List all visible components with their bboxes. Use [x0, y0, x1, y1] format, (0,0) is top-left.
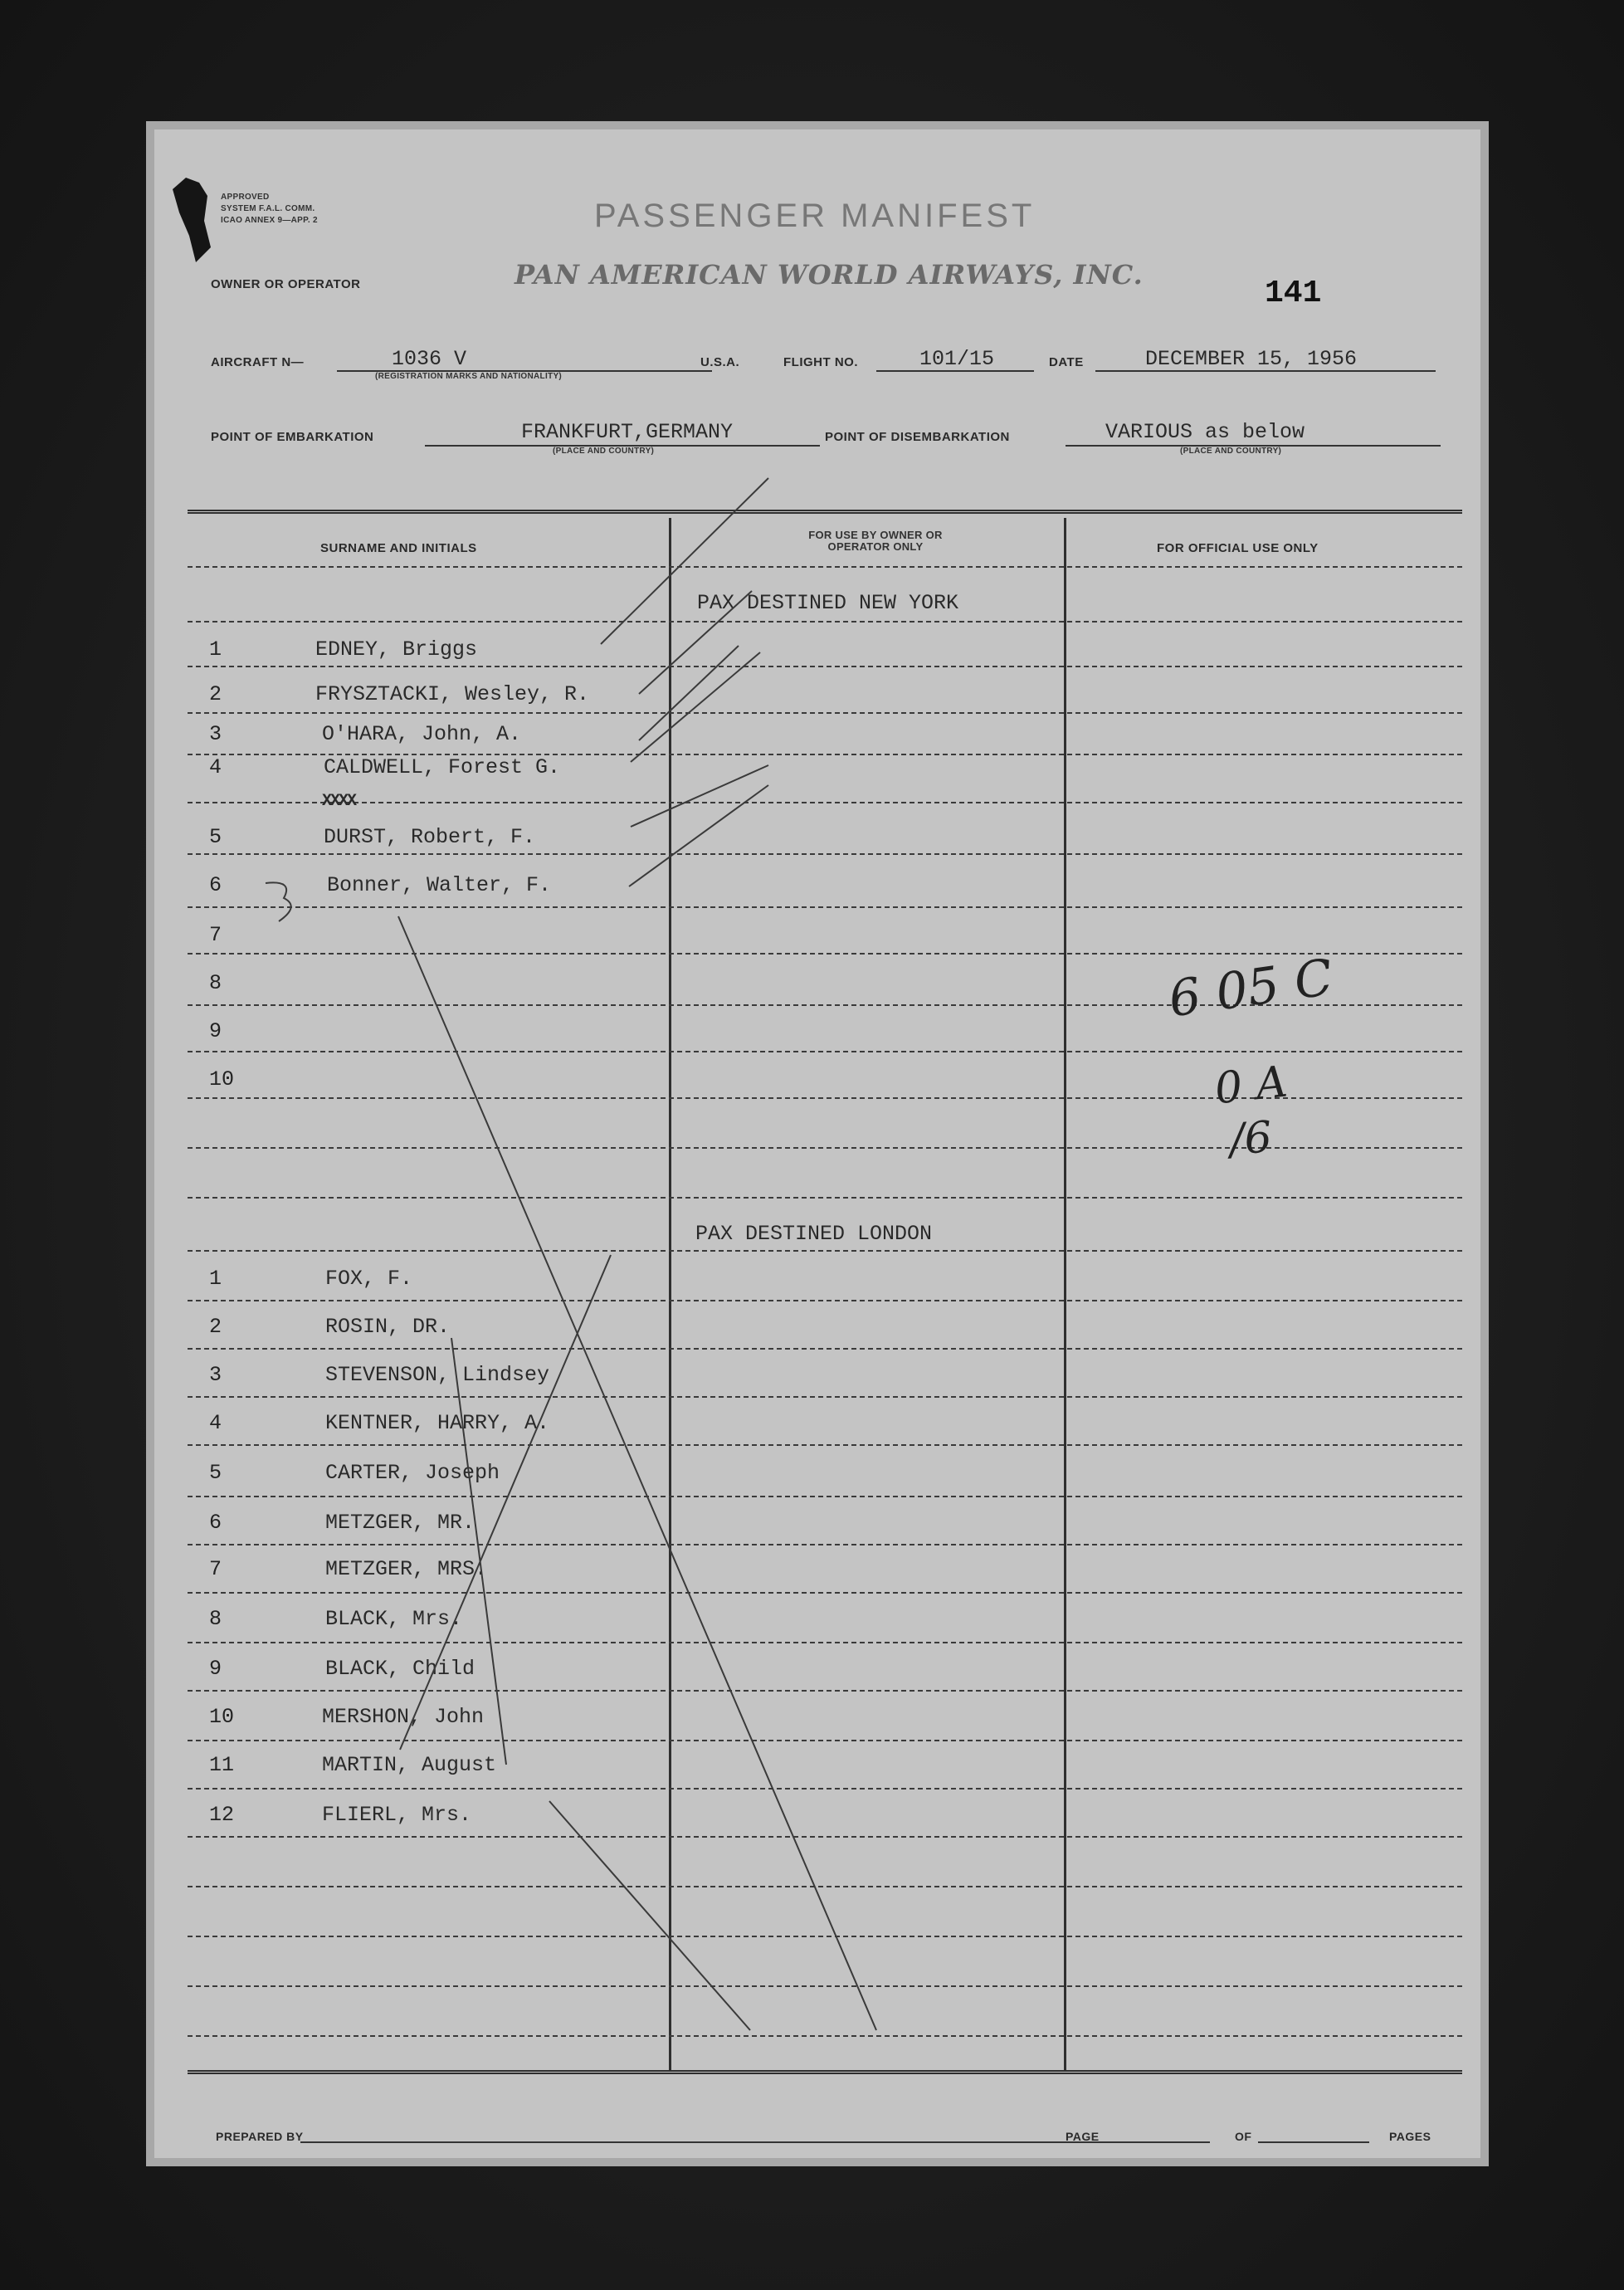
section-label-new-york: PAX DESTINED NEW YORK [697, 591, 959, 615]
col-official-use: FOR OFFICIAL USE ONLY [1157, 541, 1319, 555]
passenger-name: MARTIN, August [322, 1753, 497, 1777]
passenger-name: Bonner, Walter, F. [327, 873, 552, 897]
pencil-marks [146, 121, 1489, 2166]
row-number: 1 [209, 1267, 222, 1291]
aircraft-value: 1036 V [392, 347, 467, 371]
row-number: 5 [209, 825, 222, 849]
passenger-name: O'HARA, John, A. [322, 722, 522, 746]
row-number: 8 [209, 1607, 222, 1631]
prepared-by-label: PREPARED BY [216, 2130, 304, 2143]
passenger-name: BLACK, Mrs. [325, 1607, 463, 1631]
section-label-london: PAX DESTINED LONDON [695, 1222, 933, 1246]
row-number: 7 [209, 923, 222, 947]
passenger-name: FRYSZTACKI, Wesley, R. [315, 682, 590, 706]
handwritten-note-3: /6 [1227, 1112, 1274, 1165]
manifest-sheet [146, 121, 1489, 2166]
manifest-title: PASSENGER MANIFEST [594, 198, 1036, 234]
approval-line-2: SYSTEM F.A.L. COMM. [221, 204, 315, 213]
passenger-name: CALDWELL, Forest G. [324, 755, 561, 779]
row-number: 8 [209, 971, 222, 995]
approval-line-3: ICAO ANNEX 9—APP. 2 [221, 216, 318, 225]
passenger-name: METZGER, MR. [325, 1511, 475, 1535]
row-number: 7 [209, 1557, 222, 1581]
passenger-name: FLIERL, Mrs. [322, 1803, 472, 1827]
row-number: 3 [209, 1363, 222, 1387]
row-number: 3 [209, 722, 222, 746]
row-number: 4 [209, 755, 222, 779]
row-number: 2 [209, 682, 222, 706]
airline-name: PAN AMERICAN WORLD AIRWAYS, INC. [515, 259, 1144, 291]
passenger-name: MERSHON, John [322, 1705, 485, 1729]
row-number: 6 [209, 1511, 222, 1535]
row-number: 5 [209, 1461, 222, 1485]
flight-value: 101/15 [919, 347, 995, 371]
embark-sub: (PLACE AND COUNTRY) [553, 447, 655, 456]
of-label: OF [1235, 2130, 1252, 2143]
row-number: 9 [209, 1019, 222, 1043]
row-number: 10 [209, 1705, 235, 1729]
disembark-label: POINT OF DISEMBARKATION [825, 430, 1010, 444]
row-number: 10 [209, 1067, 235, 1091]
col-owner-use: FOR USE BY OWNER OR OPERATOR ONLY [808, 529, 943, 553]
pages-label: PAGES [1389, 2130, 1431, 2143]
disembark-value: VARIOUS as below [1105, 420, 1305, 444]
date-value: DECEMBER 15, 1956 [1145, 347, 1358, 371]
handwritten-note-2: 0 A [1212, 1057, 1290, 1115]
struck-text: XXXX [322, 792, 356, 811]
embark-value: FRANKFURT,GERMANY [521, 420, 734, 444]
passenger-name: FOX, F. [325, 1267, 413, 1291]
embark-label: POINT OF EMBARKATION [211, 430, 374, 444]
page-number: 141 [1265, 276, 1322, 311]
row-number: 4 [209, 1411, 222, 1435]
aircraft-label: AIRCRAFT N— [211, 355, 305, 369]
flight-label: FLIGHT NO. [783, 355, 858, 369]
owner-label: OWNER OR OPERATOR [211, 277, 361, 291]
passenger-name: KENTNER, HARRY, A. [325, 1411, 550, 1435]
disembark-sub: (PLACE AND COUNTRY) [1180, 447, 1282, 456]
row-number: 11 [209, 1753, 235, 1777]
row-number: 12 [209, 1803, 235, 1827]
col-surname: SURNAME AND INITIALS [320, 541, 477, 555]
row-number: 1 [209, 637, 222, 662]
passenger-name: ROSIN, DR. [325, 1315, 451, 1339]
approval-line-1: APPROVED [221, 193, 270, 202]
row-number: 9 [209, 1657, 222, 1681]
row-number: 6 [209, 873, 222, 897]
passenger-name: DURST, Robert, F. [324, 825, 536, 849]
handwritten-note-1: 6 05 C [1165, 948, 1337, 1029]
passenger-name: BLACK, Child [325, 1657, 475, 1681]
page-label: PAGE [1066, 2130, 1100, 2143]
row-number: 2 [209, 1315, 222, 1339]
usa-label: U.S.A. [700, 355, 740, 369]
passenger-name: STEVENSON, Lindsey [325, 1363, 550, 1387]
aircraft-sub: (REGISTRATION MARKS AND NATIONALITY) [375, 372, 563, 381]
passenger-name: CARTER, Joseph [325, 1461, 500, 1485]
passenger-name: EDNEY, Briggs [315, 637, 478, 662]
passenger-name: METZGER, MRS. [325, 1557, 488, 1581]
date-label: DATE [1049, 355, 1084, 369]
